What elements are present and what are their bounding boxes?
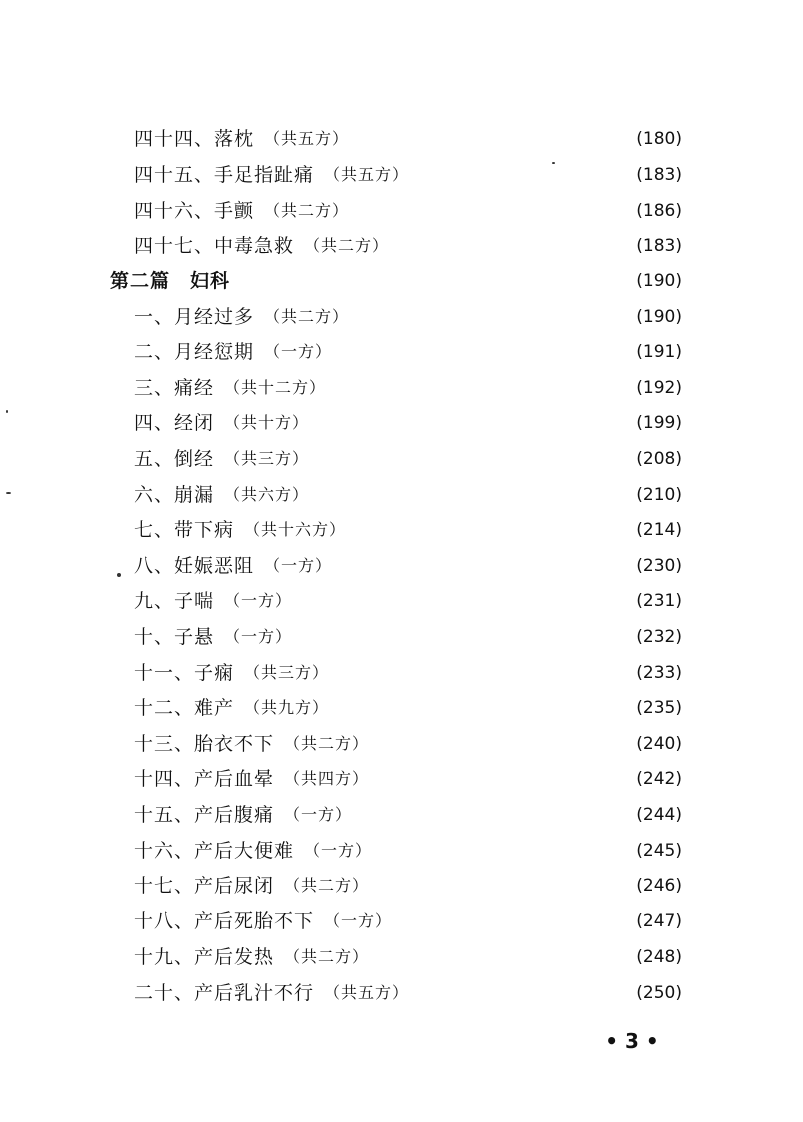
dot-leader — [357, 302, 632, 332]
toc-entry-page: (245) — [636, 841, 682, 861]
dot-leader — [238, 266, 632, 296]
toc-entry-title: 七、带下病 — [134, 519, 235, 541]
toc-entry — [134, 978, 682, 1008]
toc-entry — [134, 515, 682, 545]
toc-entry-note: （共五方） — [324, 165, 410, 184]
toc-entry — [134, 764, 682, 794]
toc-entry-page: (250) — [636, 983, 682, 1003]
toc-entry — [134, 551, 682, 581]
toc-entry-page: (230) — [636, 556, 682, 576]
dot-leader — [337, 693, 632, 723]
toc-entry — [134, 196, 682, 226]
dot-leader — [337, 658, 632, 688]
toc-entry-note: （一方） — [284, 805, 353, 824]
toc-entry — [134, 658, 682, 688]
toc-entry-note: （共十二方） — [224, 378, 327, 397]
toc-entry-page: (180) — [636, 129, 682, 149]
toc-entry-note: （共二方） — [284, 734, 370, 753]
toc-entry-title: 十、子悬 — [134, 626, 215, 648]
toc-entry-page: (235) — [636, 698, 682, 718]
toc-entry — [134, 586, 682, 616]
dot-leader — [357, 124, 632, 154]
toc-entry-title: 六、崩漏 — [134, 484, 215, 506]
scan-speck — [552, 162, 555, 164]
toc-entry-title: 十九、产后发热 — [134, 946, 275, 968]
toc-entry — [134, 408, 682, 438]
dot-leader — [417, 160, 632, 190]
toc-entry-title: 二十、产后乳汁不行 — [134, 982, 315, 1004]
dot-leader — [360, 800, 632, 830]
toc-entry-page: (190) — [636, 271, 682, 291]
toc-entry-title: 十四、产后血晕 — [134, 768, 275, 790]
scan-speck — [6, 410, 8, 413]
dot-leader — [357, 196, 632, 226]
toc-entry — [134, 444, 682, 474]
toc-entry-note: （一方） — [264, 342, 333, 361]
dot-leader — [380, 836, 632, 866]
toc-entry — [134, 160, 682, 190]
toc-entry-note: （一方） — [304, 841, 373, 860]
toc-entry-title: 十七、产后尿闭 — [134, 875, 275, 897]
dot-leader — [317, 480, 632, 510]
toc-entry-title: 五、倒经 — [134, 448, 215, 470]
toc-entry-note: （共五方） — [324, 983, 410, 1002]
dot-leader — [354, 515, 632, 545]
dot-leader — [317, 408, 632, 438]
toc-section-heading — [110, 266, 682, 296]
toc-entry — [134, 906, 682, 936]
toc-entry-page: (247) — [636, 911, 682, 931]
toc-entry-title: 三、痛经 — [134, 377, 215, 399]
dot-leader — [340, 551, 632, 581]
toc-entry-note: （共六方） — [224, 485, 310, 504]
toc-entry-page: (244) — [636, 805, 682, 825]
page-number: • 3 • — [605, 1029, 659, 1053]
toc-entry-title: 四十七、中毒急救 — [134, 235, 295, 257]
toc-entry-title: 十六、产后大便难 — [134, 840, 295, 862]
toc-entry-page: (233) — [636, 663, 682, 683]
dot-leader — [377, 942, 632, 972]
dot-leader — [340, 337, 632, 367]
dot-leader — [397, 231, 632, 261]
toc-entry-title: 十二、难产 — [134, 697, 235, 719]
toc-entry-page: (231) — [636, 591, 682, 611]
toc-entry-page: (199) — [636, 413, 682, 433]
toc-entry-page: (232) — [636, 627, 682, 647]
toc-entry — [134, 337, 682, 367]
toc-entry-title: 十一、子痫 — [134, 662, 235, 684]
toc-entry — [134, 124, 682, 154]
toc-entry-title: 四十六、手颤 — [134, 200, 255, 222]
toc-entry-note: （共二方） — [304, 236, 390, 255]
toc-entry-page: (240) — [636, 734, 682, 754]
dot-leader — [300, 586, 632, 616]
toc-entry — [134, 800, 682, 830]
toc-entry-note: （共十方） — [224, 413, 310, 432]
toc-entry-note: （共十六方） — [244, 520, 347, 539]
toc-entry — [134, 622, 682, 652]
dot-leader — [377, 764, 632, 794]
dot-leader — [400, 906, 632, 936]
toc-entry — [134, 729, 682, 759]
dot-leader — [334, 373, 632, 403]
toc-entry-page: (191) — [636, 342, 682, 362]
toc-entry-page: (186) — [636, 201, 682, 221]
toc-entry-page: (210) — [636, 485, 682, 505]
toc-entry-page: (183) — [636, 236, 682, 256]
toc-entry-note: （共二方） — [284, 876, 370, 895]
toc-entry-note: （一方） — [224, 591, 293, 610]
toc-entry-title: 十八、产后死胎不下 — [134, 910, 315, 932]
toc-entry-page: (242) — [636, 769, 682, 789]
toc-entry-note: （一方） — [324, 911, 393, 930]
dot-leader — [417, 978, 632, 1008]
toc-entry — [134, 231, 682, 261]
toc-entry — [134, 836, 682, 866]
toc-entry-note: （一方） — [264, 556, 333, 575]
toc-entry-note: （共二方） — [264, 201, 350, 220]
toc-entry — [134, 302, 682, 332]
toc-entry-title: 四、经闭 — [134, 412, 215, 434]
toc-entry-note: （一方） — [224, 627, 293, 646]
toc-entry-note: （共二方） — [284, 947, 370, 966]
toc-entry-note: （共三方） — [224, 449, 310, 468]
toc-entry-page: (248) — [636, 947, 682, 967]
scan-speck — [117, 573, 121, 577]
dot-leader — [377, 729, 632, 759]
toc-entry-page: (192) — [636, 378, 682, 398]
toc-entry-title: 一、月经过多 — [134, 306, 255, 328]
toc-entry-title: 四十五、手足指趾痛 — [134, 164, 315, 186]
toc-entry-title: 二、月经愆期 — [134, 341, 255, 363]
toc-entry-note: （共四方） — [284, 769, 370, 788]
dot-leader — [300, 622, 632, 652]
toc-entry-note: （共五方） — [264, 129, 350, 148]
toc-entry-page: (214) — [636, 520, 682, 540]
toc-entry — [134, 373, 682, 403]
toc-entry-title: 八、妊娠恶阻 — [134, 555, 255, 577]
toc-entry-note: （共二方） — [264, 307, 350, 326]
toc-entry-title: 四十四、落枕 — [134, 128, 255, 150]
toc-entry-title: 第二篇 妇科 — [110, 270, 231, 292]
toc-entry — [134, 871, 682, 901]
dot-leader — [377, 871, 632, 901]
toc-entry-page: (208) — [636, 449, 682, 469]
toc-entry-page: (190) — [636, 307, 682, 327]
toc-entry-page: (183) — [636, 165, 682, 185]
toc-entry — [134, 693, 682, 723]
toc-entry — [134, 480, 682, 510]
toc-entry — [134, 942, 682, 972]
toc-entry-title: 十三、胎衣不下 — [134, 733, 275, 755]
dot-leader — [317, 444, 632, 474]
toc-entry-title: 十五、产后腹痛 — [134, 804, 275, 826]
toc-entry-page: (246) — [636, 876, 682, 896]
toc-entry-note: （共九方） — [244, 698, 330, 717]
toc-entry-title: 九、子喘 — [134, 590, 215, 612]
scan-speck — [6, 492, 11, 494]
toc-entry-note: （共三方） — [244, 663, 330, 682]
